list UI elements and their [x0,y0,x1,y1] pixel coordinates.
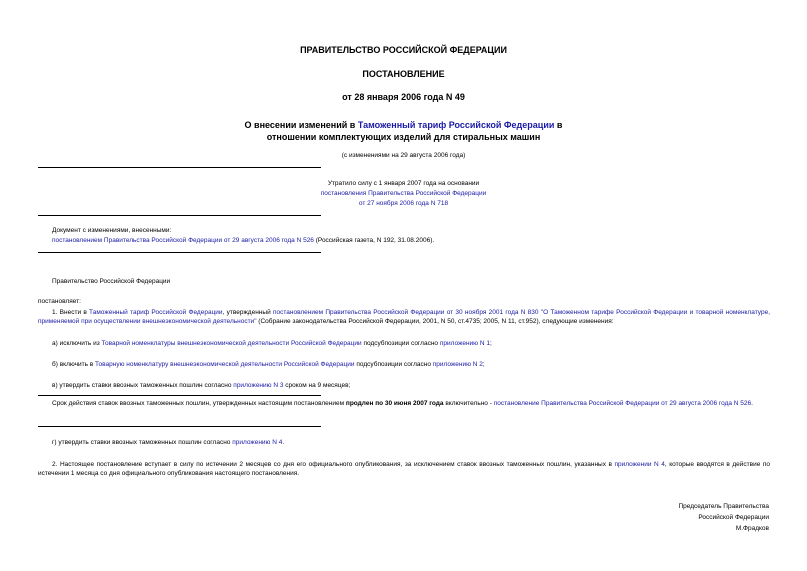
changes-intro: Документ с изменениями, внесенными: [52,227,172,234]
item-1-text: 1. Внести в [52,309,90,316]
government-heading: ПРАВИТЕЛЬСТВО РОССИЙСКОЙ ФЕДЕРАЦИИ [300,45,507,55]
separator-rule [38,215,321,216]
item-a-text: подсубпозиции согласно [361,340,440,347]
item-b-text: подсубпозиции согласно [354,361,433,368]
document-date-number: от 28 января 2006 года N 49 [342,92,465,102]
extension-decree-link[interactable]: постановление Правительства Российской Федерации от 29 августа 2006 года N 526 [493,400,752,407]
separator-rule [38,252,321,253]
item-b-appendix-2-link[interactable]: приложению N 2 [432,361,483,368]
extension-text: включительно - [443,400,494,407]
item-2-text: , которые вводятся в действие по истечении 1 месяца со дня официального опубликования настоящего постановления. [38,461,770,477]
item-b-nomenclature-link[interactable]: Товарную номенклатуру внешнеэкономической деятельности Российской Федерации [95,361,355,368]
item-v-paragraph [52,381,350,390]
extension-paragraph [38,399,770,408]
item-a-appendix-1-link[interactable]: приложению N 1 [439,340,490,347]
item-g-appendix-4-link[interactable]: приложению N 4 [232,439,283,446]
item-b-text: ; [482,361,485,368]
expired-decree-link[interactable]: постановления Правительства Российской Федерации [320,190,487,197]
changes-source-text: (Российская газета, N 192, 31.08.2006). [313,237,435,244]
document-title-line1 [0,120,807,130]
signature-country: Российской Федерации [698,514,769,521]
item-a-text: ; [489,340,492,347]
item-g-text: г) утвердить ставки ввозных таможенных пошлин согласно [52,439,233,446]
amendments-note: (с изменениями на 29 августа 2006 года) [341,152,466,159]
item-1-decree-link[interactable]: постановлением Правительства Российской Федерации от 30 ноября 2001 года N 830 "О Таможенном тарифе Российской Федерации и товарной номенклатуре, применяемой при осуществлении внешнеэкономической деятельности" [38,309,770,325]
item-1-tariff-link[interactable]: Таможенный тариф Российской Федерации [89,309,223,316]
title-text-part1: О внесении изменений в [244,120,358,130]
item-1-paragraph [38,308,770,326]
item-b-paragraph [52,360,485,369]
extension-text: Срок действия ставок ввозных таможенных пошлин, утвержденных настоящим постановлением [52,400,346,407]
changes-source-line [52,236,434,245]
item-b-text: б) включить в [52,361,96,368]
item-g-paragraph [52,438,284,447]
item-a-text: а) исключить из [52,340,102,347]
title-text-part2: в [554,120,563,130]
item-a-paragraph [52,339,492,348]
item-2-paragraph [38,460,770,478]
signature-title: Председатель Правительства [678,503,769,510]
item-v-text: сроком на 9 месяцев; [283,382,351,389]
item-v-text: в) утвердить ставки ввозных таможенных пошлин согласно [52,382,234,389]
item-a-nomenclature-link[interactable]: Товарной номенклатуры внешнеэкономической деятельности Российской Федерации [101,340,362,347]
item-1-text: (Собрание законодательства Российской Федерации, 2001, N 50, ст.4735; 2005, N 11, ст.952), следующие изменения: [256,318,614,325]
item-v-appendix-3-link[interactable]: приложению N 3 [233,382,284,389]
extension-text: . [751,400,753,407]
item-1-text: , утвержденный [222,309,273,316]
separator-rule [38,167,321,168]
document-type: ПОСТАНОВЛЕНИЕ [362,69,445,79]
item-2-text: 2. Настоящее постановление вступает в силу по истечении 2 месяцев со дня его официального опубликования, за исключением ставок ввозных таможенных пошлин, указанных в [52,461,615,468]
title-tariff-link[interactable]: Таможенный тариф Российской Федерации [357,120,555,130]
separator-rule [38,426,321,427]
issuer-text: Правительство Российской Федерации [52,278,171,285]
item-g-text: . [282,439,285,446]
item-2-appendix-4-link[interactable]: приложении N 4 [614,461,665,468]
signature-name: М.Фрадков [735,525,769,532]
extension-bold-date: продлен по 30 июня 2007 года [345,400,444,407]
separator-rule [38,395,321,396]
decides-text: постановляет: [38,298,81,305]
expired-decree-date-link[interactable]: от 27 ноября 2006 года N 718 [358,200,449,207]
changes-decree-link[interactable]: постановлением Правительства Российской Федерации от 29 августа 2006 года N 526 [52,237,314,244]
expired-note-line1: Утратило силу с 1 января 2007 года на основании [327,180,480,187]
document-title-line2: отношении комплектующих изделий для стиральных машин [266,132,541,142]
